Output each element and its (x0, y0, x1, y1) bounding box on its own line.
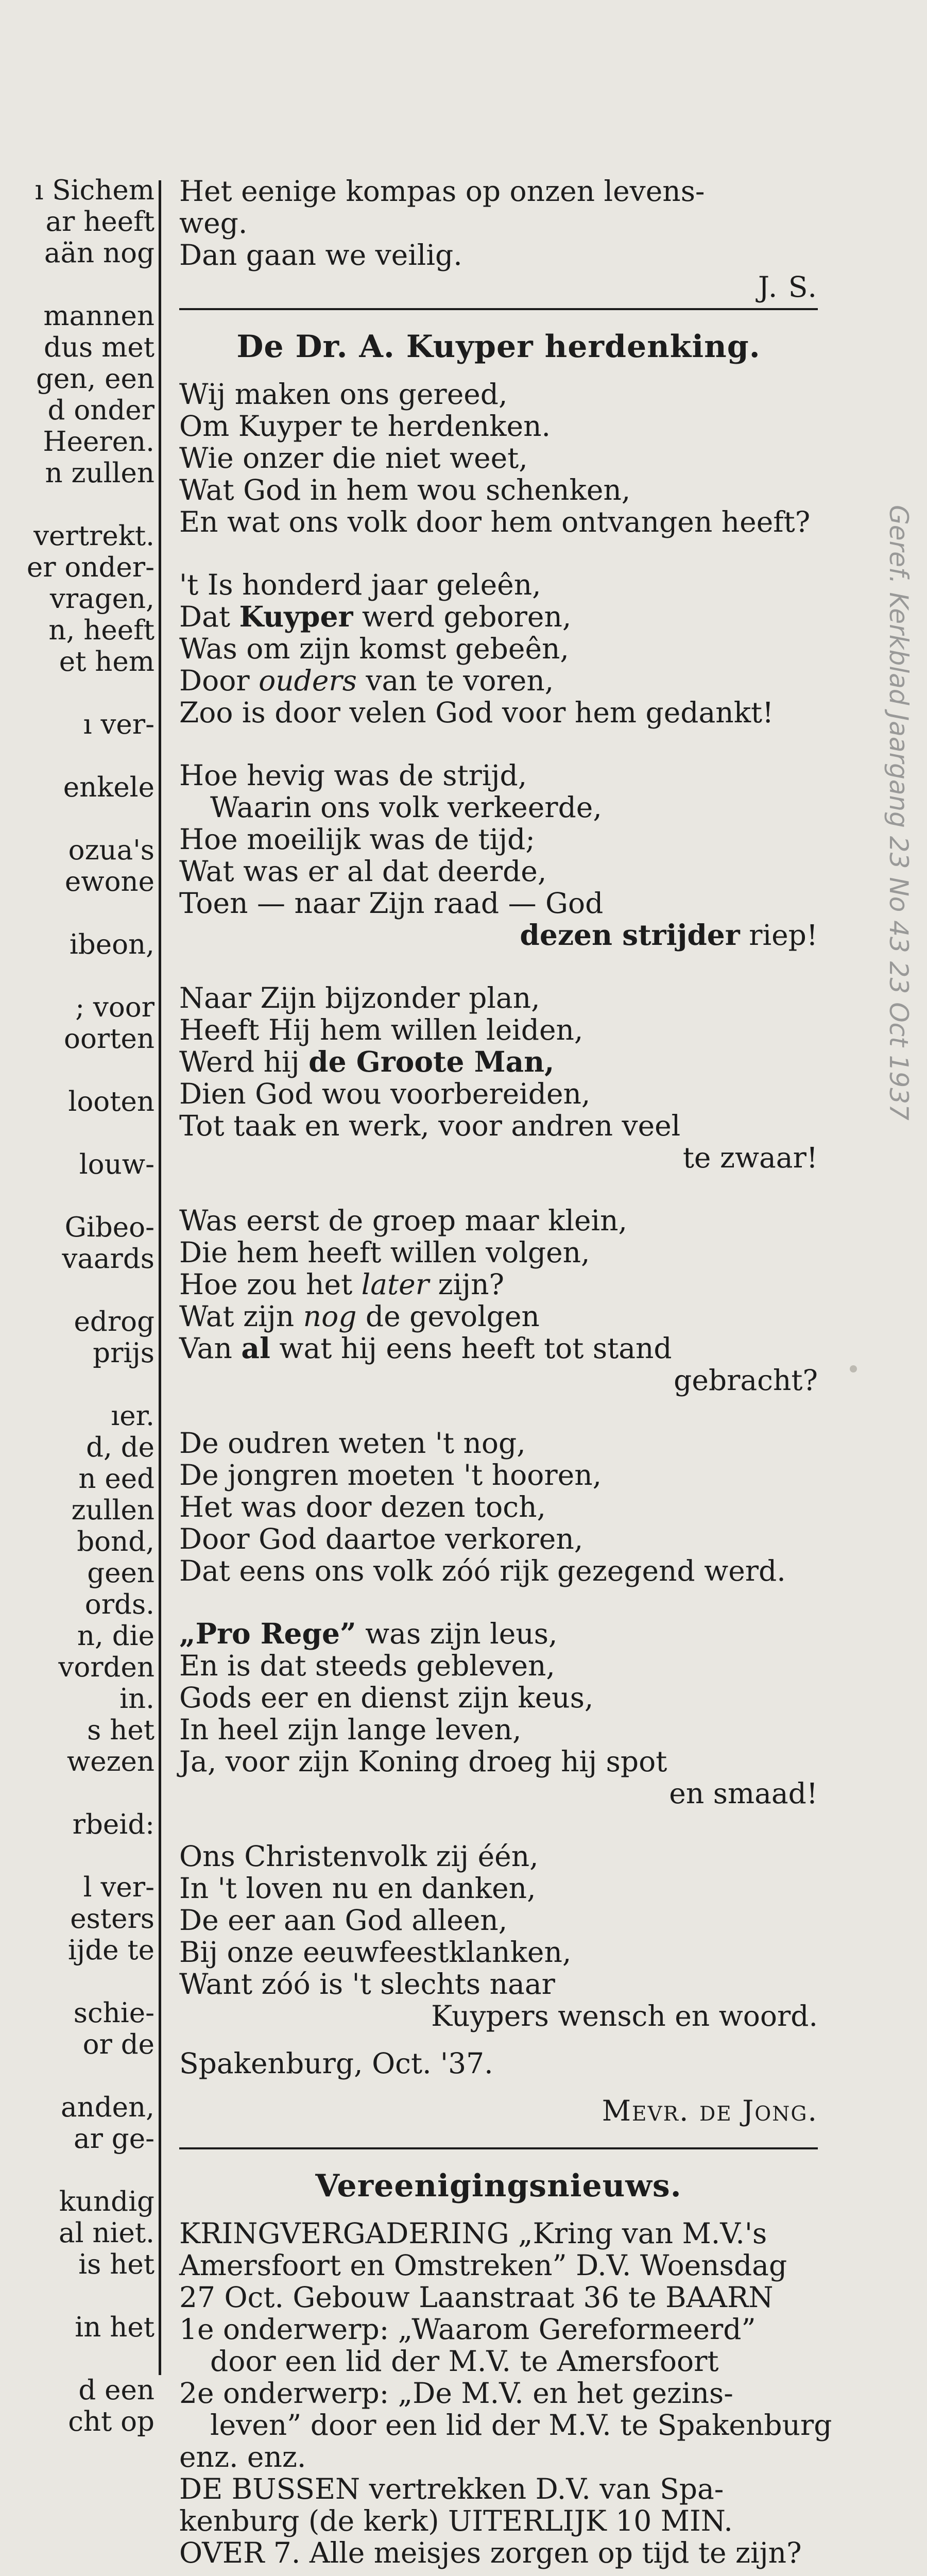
poem-line: En is dat steeds gebleven, (179, 1649, 555, 1682)
divider (179, 308, 818, 310)
clipped-fragment: n, heeft (48, 615, 154, 646)
intro-line: weg. (179, 207, 248, 240)
clipped-fragment: looten (68, 1086, 154, 1117)
clipped-fragment: vragen, (49, 583, 154, 615)
clipped-fragment: ar ge- (74, 2123, 154, 2155)
poem-line: Kuypers wensch en woord. (431, 1999, 818, 2032)
news-line: 1e onderwerp: „Waarom Gereformeerd” (179, 2313, 756, 2346)
news-line: door een lid der M.V. te Amersfoort (210, 2345, 719, 2378)
stanza-6 (179, 1427, 818, 1587)
clipped-fragment: or de (82, 2029, 154, 2060)
poem-author: Mevr. de Jong. (602, 2094, 818, 2127)
poem-line: Om Kuyper te herdenken. (179, 410, 551, 443)
poem-line: In 't loven nu en danken, (179, 1872, 536, 1905)
poem-line: Door God daartoe verkoren, (179, 1522, 583, 1555)
poem-line: Van al wat hij eens heeft tot stand (179, 1331, 672, 1365)
poem-line: Werd hij de Groote Man, (179, 1045, 555, 1078)
clipped-fragment: l ver- (83, 1872, 154, 1903)
poem-line: In heel zijn lange leven, (179, 1713, 522, 1746)
news-line: 27 Oct. Gebouw Laanstraat 36 te BAARN (179, 2281, 774, 2314)
clipped-fragment: ijde te (67, 1935, 154, 1966)
clipped-fragment: d onder (47, 395, 154, 426)
poem-line: Wat was er al dat deerde, (179, 855, 547, 888)
divider (179, 2147, 818, 2149)
clipped-fragment: ıer. (111, 1400, 154, 1432)
clipped-fragment: anden, (60, 2092, 154, 2123)
clipped-fragment: enkele (63, 772, 154, 803)
clipped-fragment: s het (87, 1715, 154, 1746)
paper-blot (850, 1365, 857, 1372)
poem-line: te zwaar! (682, 1141, 818, 1174)
poem-line: Hoe hevig was de strijd, (179, 759, 527, 792)
clipped-fragment: schie- (73, 1997, 154, 2029)
stanza-8 (179, 1840, 818, 2032)
news-line: leven” door een lid der M.V. te Spakenburg (210, 2409, 832, 2442)
stanza-4 (179, 982, 818, 1174)
news-body (179, 2217, 832, 2569)
poem-line: De oudren weten 't nog, (179, 1427, 526, 1460)
news-line: enz. enz. (179, 2441, 306, 2473)
news-line: kenburg (de kerk) UITERLIJK 10 MIN. (179, 2504, 733, 2537)
poem-line: Die hem heeft willen volgen, (179, 1236, 590, 1269)
clipped-fragment: cht op (68, 2406, 154, 2437)
clipped-fragment: esters (70, 1903, 154, 1935)
place-date: Spakenburg, Oct. '37. (179, 2047, 493, 2080)
poem-line: Dat Kuyper werd geboren, (179, 600, 572, 633)
clipped-fragment: oorten (64, 1023, 154, 1055)
stanza-2 (179, 569, 818, 728)
clipped-fragment: ı ver- (83, 709, 154, 740)
clipped-fragment: ı Sichem (35, 175, 154, 206)
poem-line: En wat ons volk door hem ontvangen heeft? (179, 505, 811, 538)
poem-line: Zoo is door velen God voor hem gedankt! (179, 696, 774, 729)
poem-line: Heeft Hij hem willen leiden, (179, 1013, 583, 1046)
poem-line: Wat zijn nog de gevolgen (179, 1300, 540, 1333)
poem-line: Dat eens ons volk zóó rijk gezegend werd. (179, 1554, 786, 1587)
clipped-fragment: geen (87, 1557, 154, 1589)
clipped-fragment: Gibeo- (64, 1212, 154, 1243)
stanza-7 (179, 1618, 818, 1809)
clipped-fragment: ibeon, (69, 929, 154, 960)
clipped-fragment: vorden (58, 1652, 154, 1683)
column-divider (159, 180, 161, 2375)
poem-line: Toen — naar Zijn raad — God (179, 887, 604, 920)
poem-line: Tot taak en werk, voor andren veel (179, 1109, 681, 1142)
clipped-fragment: kundig (59, 2186, 154, 2217)
poem-line: gebracht? (674, 1364, 818, 1397)
pencil-annotation: Geref. Kerkblad Jaargang 23 No 43 23 Oct 1937 (884, 505, 914, 1121)
poem-line: Bij onze eeuwfeestklanken, (179, 1936, 572, 1969)
clipped-fragment: et hem (59, 646, 154, 677)
news-title: Vereenigingsnieuws. (315, 2168, 682, 2204)
clipped-fragment: vaards (62, 1243, 154, 1275)
poem-line: 't Is honderd jaar geleên, (179, 568, 541, 601)
poem-line: Dien God wou voorbereiden, (179, 1077, 591, 1110)
poem-line: Was eerst de groep maar klein, (179, 1204, 628, 1237)
clipped-fragment: Heeren. (43, 426, 154, 457)
poem-line: Wie onzer die niet weet, (179, 442, 528, 474)
clipped-fragment: n, die (77, 1620, 154, 1652)
clipped-fragment: d, de (86, 1432, 154, 1463)
clipped-fragment: n zullen (45, 457, 154, 489)
poem-line: Ja, voor zijn Koning droeg hij spot (179, 1745, 667, 1778)
clipped-fragment: wezen (66, 1746, 154, 1777)
clipped-fragment: prijs (93, 1337, 154, 1369)
poem-line: dezen strijder riep! (520, 918, 818, 952)
clipped-fragment: in. (119, 1683, 154, 1715)
clipped-fragment: dus met (43, 332, 154, 363)
clipped-fragment: ewone (64, 866, 154, 897)
news-line: OVER 7. Alle meisjes zorgen op tijd te zijn? (179, 2536, 802, 2569)
clipped-fragment: edrog (74, 1306, 154, 1337)
clipped-fragment: aän nog (44, 238, 154, 269)
news-line: Amersfoort en Omstreken” D.V. Woensdag (179, 2249, 787, 2282)
poem-line: Wij maken ons gereed, (179, 378, 508, 411)
news-line: 2e onderwerp: „De M.V. en het gezins- (179, 2377, 733, 2410)
clipped-fragment: is het (78, 2249, 154, 2280)
intro-signature: J. S. (758, 270, 818, 303)
poem-line: De jongren moeten 't hooren, (179, 1459, 602, 1492)
news-line: DE BUSSEN vertrekken D.V. van Spa- (179, 2472, 724, 2505)
poem-line: Door ouders van te voren, (179, 664, 554, 697)
clipped-fragment: al niet. (59, 2217, 154, 2249)
clipped-fragment: er onder- (26, 552, 154, 583)
main-column (179, 175, 832, 2569)
stanza-5 (179, 1205, 818, 1396)
clipped-fragment: vertrekt. (33, 520, 154, 552)
clipped-fragment: mannen (43, 300, 154, 332)
stanza-3 (179, 759, 818, 951)
clipped-fragment: n eed (78, 1463, 154, 1495)
kuyper-name: Kuyper (239, 600, 353, 633)
clipped-fragment: gen, een (36, 363, 154, 395)
intro-line: Dan gaan we veilig. (179, 239, 462, 272)
news-line: KRINGVERGADERING „Kring van M.V.'s (179, 2217, 767, 2250)
clipped-fragment: ar heeft (45, 206, 154, 238)
clipped-fragment: bond, (77, 1526, 154, 1557)
clipped-fragment: ords. (84, 1589, 154, 1620)
poem-line: Wat God in hem wou schenken, (179, 473, 631, 506)
poem-line: Waarin ons volk verkeerde, (210, 791, 602, 824)
stanza-1 (179, 378, 818, 538)
poem-line: Gods eer en dienst zijn keus, (179, 1681, 594, 1714)
clipped-fragment: rbeid: (72, 1809, 154, 1840)
clipped-fragment: louw- (79, 1149, 154, 1180)
poem-title: De Dr. A. Kuyper herdenking. (236, 329, 761, 365)
clipped-fragment: in het (75, 2312, 154, 2343)
intro-line: Het eenige kompas op onzen levens- (179, 175, 705, 208)
poem-line: De eer aan God alleen, (179, 1904, 508, 1937)
poem-line: Hoe moeilijk was de tijd; (179, 823, 535, 856)
poem-line: Naar Zijn bijzonder plan, (179, 981, 540, 1014)
poem-line: Ons Christenvolk zij één, (179, 1840, 539, 1873)
poem-line: en smaad! (669, 1777, 818, 1810)
clipped-fragment: zullen (71, 1495, 154, 1526)
clipped-fragment: ; voor (75, 992, 154, 1023)
poem-line: „Pro Rege” was zijn leus, (179, 1617, 558, 1650)
clipped-fragment: d een (78, 2375, 154, 2406)
poem-line: Want zóó is 't slechts naar (179, 1968, 555, 2001)
poem-line: Het was door dezen toch, (179, 1490, 546, 1523)
clipped-left-column (0, 175, 154, 2442)
poem-line: Hoe zou het later zijn? (179, 1268, 505, 1301)
clipped-fragment: ozua's (68, 835, 154, 866)
poem-line: Was om zijn komst gebeên, (179, 632, 569, 665)
